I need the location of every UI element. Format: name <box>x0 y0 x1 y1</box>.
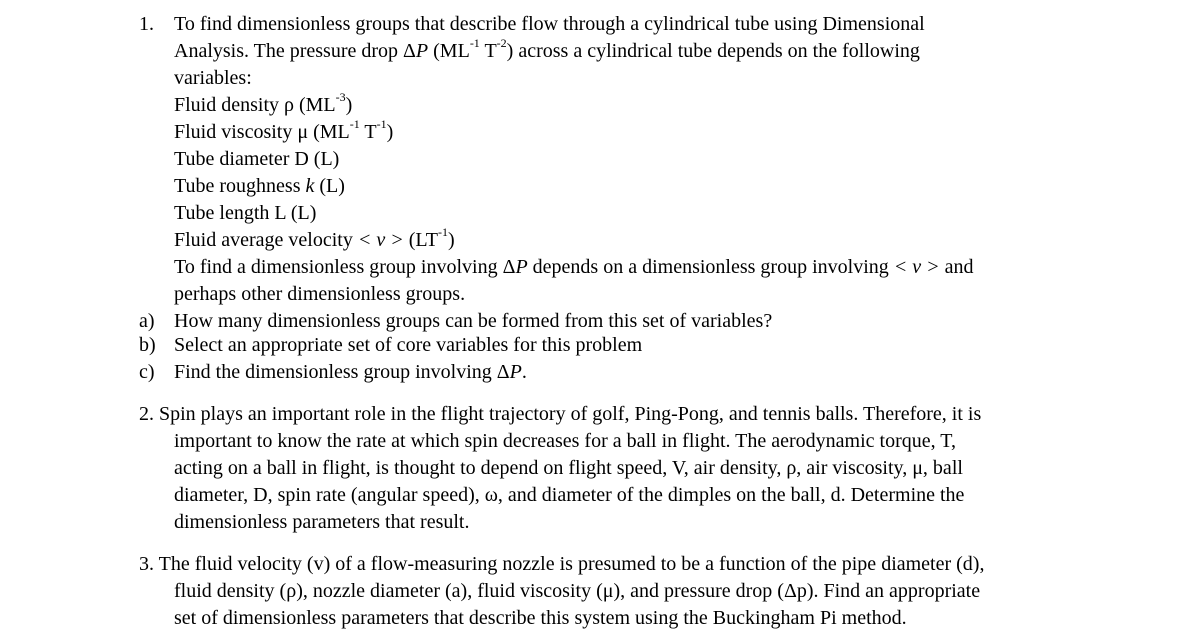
exponent: -2 <box>496 36 507 51</box>
part-c-text-b: . <box>521 361 527 383</box>
var-roughness-text: Tube roughness <box>174 175 306 197</box>
exponent: -1 <box>349 117 360 132</box>
var-tube-roughness <box>174 174 345 198</box>
q3-line-2: fluid density (ρ), nozzle diameter (a), fluid viscosity (μ), and pressure drop (Δp). Find an appropriate <box>174 580 981 602</box>
q1-intro-line-1: To find dimensionless groups that describe flow through a cylindrical tube using Dimensional <box>174 13 925 35</box>
var-density-text: Fluid density ρ (ML <box>174 94 336 116</box>
q2-line-1: 2. Spin plays an important role in the flight trajectory of golf, Ping-Pong, and tennis balls. Therefore, it is <box>139 403 982 425</box>
part-c-text <box>174 360 527 384</box>
part-b-text: Select an appropriate set of core variables for this problem <box>174 334 643 356</box>
q2-line-3: acting on a ball in flight, is thought to depend on flight speed, V, air density, ρ, air viscosity, μ, ball <box>174 457 963 479</box>
var-tube-length: Tube length L (L) <box>174 202 317 224</box>
q3-line-1: 3. The fluid velocity (v) of a flow-measuring nozzle is presumed to be a function of the pipe diameter (d), <box>139 553 985 575</box>
var-tube-diameter: Tube diameter D (L) <box>174 148 340 170</box>
paren: ) <box>345 94 353 116</box>
var-fluid-velocity <box>174 225 455 252</box>
q1-intro-text-b: (ML <box>428 40 470 62</box>
q1-find-text-b: depends on a dimensionless group involving <box>527 256 894 278</box>
q1-intro-text-a: Analysis. The pressure drop <box>174 40 404 62</box>
var-viscosity-text: Fluid viscosity μ (ML <box>174 121 350 143</box>
part-c-text-a: Find the dimensionless group involving <box>174 361 497 383</box>
part-c-label: c) <box>139 361 155 383</box>
var-fluid-viscosity <box>174 117 394 144</box>
q2-line-5: dimensionless parameters that result. <box>174 511 470 533</box>
delta-symbol: Δ <box>403 40 416 62</box>
q1-intro-line-3: variables: <box>174 67 252 89</box>
q1-find-line-1 <box>174 255 974 279</box>
q1-find-text-a: To find a dimensionless group involving <box>174 256 503 278</box>
velocity-symbol: < v > <box>357 229 404 251</box>
q1-number: 1. <box>139 13 154 35</box>
p-symbol: P <box>515 256 528 278</box>
t-symbol: T <box>359 121 377 143</box>
var-velocity-unit: (LT <box>403 229 438 251</box>
p-symbol: P <box>415 40 429 62</box>
q1-intro-line-2 <box>174 36 920 63</box>
exponent: -1 <box>469 36 480 51</box>
var-velocity-text: Fluid average velocity <box>174 229 358 251</box>
q1-find-text-c: and <box>939 256 974 278</box>
k-symbol: k <box>305 175 315 197</box>
delta-symbol: Δ <box>502 256 516 278</box>
part-a-label: a) <box>139 310 155 332</box>
q1-intro-text-c: ) across a cylindrical tube depends on the following <box>506 40 920 62</box>
part-b-label: b) <box>139 334 156 356</box>
q2-line-2: important to know the rate at which spin decreases for a ball in flight. The aerodynamic torque, T, <box>174 430 956 452</box>
q2-line-4: diameter, D, spin rate (angular speed), ω, and diameter of the dimples on the ball, d. Determine the <box>174 484 965 506</box>
var-roughness-unit: (L) <box>314 175 345 197</box>
delta-symbol: Δ <box>496 361 510 383</box>
var-fluid-density <box>174 90 353 117</box>
paren: ) <box>447 229 455 251</box>
q1-find-line-2: perhaps other dimensionless groups. <box>174 283 466 305</box>
exponent: -1 <box>376 117 387 132</box>
exponent: -3 <box>335 90 346 105</box>
velocity-symbol: < v > <box>893 256 940 278</box>
paren: ) <box>386 121 394 143</box>
q3-line-3: set of dimensionless parameters that describe this system using the Buckingham Pi method. <box>174 607 907 629</box>
exponent: -1 <box>437 225 448 240</box>
t-symbol: T <box>479 40 497 62</box>
p-symbol: P <box>509 361 522 383</box>
part-a-text: How many dimensionless groups can be formed from this set of variables? <box>174 310 773 332</box>
